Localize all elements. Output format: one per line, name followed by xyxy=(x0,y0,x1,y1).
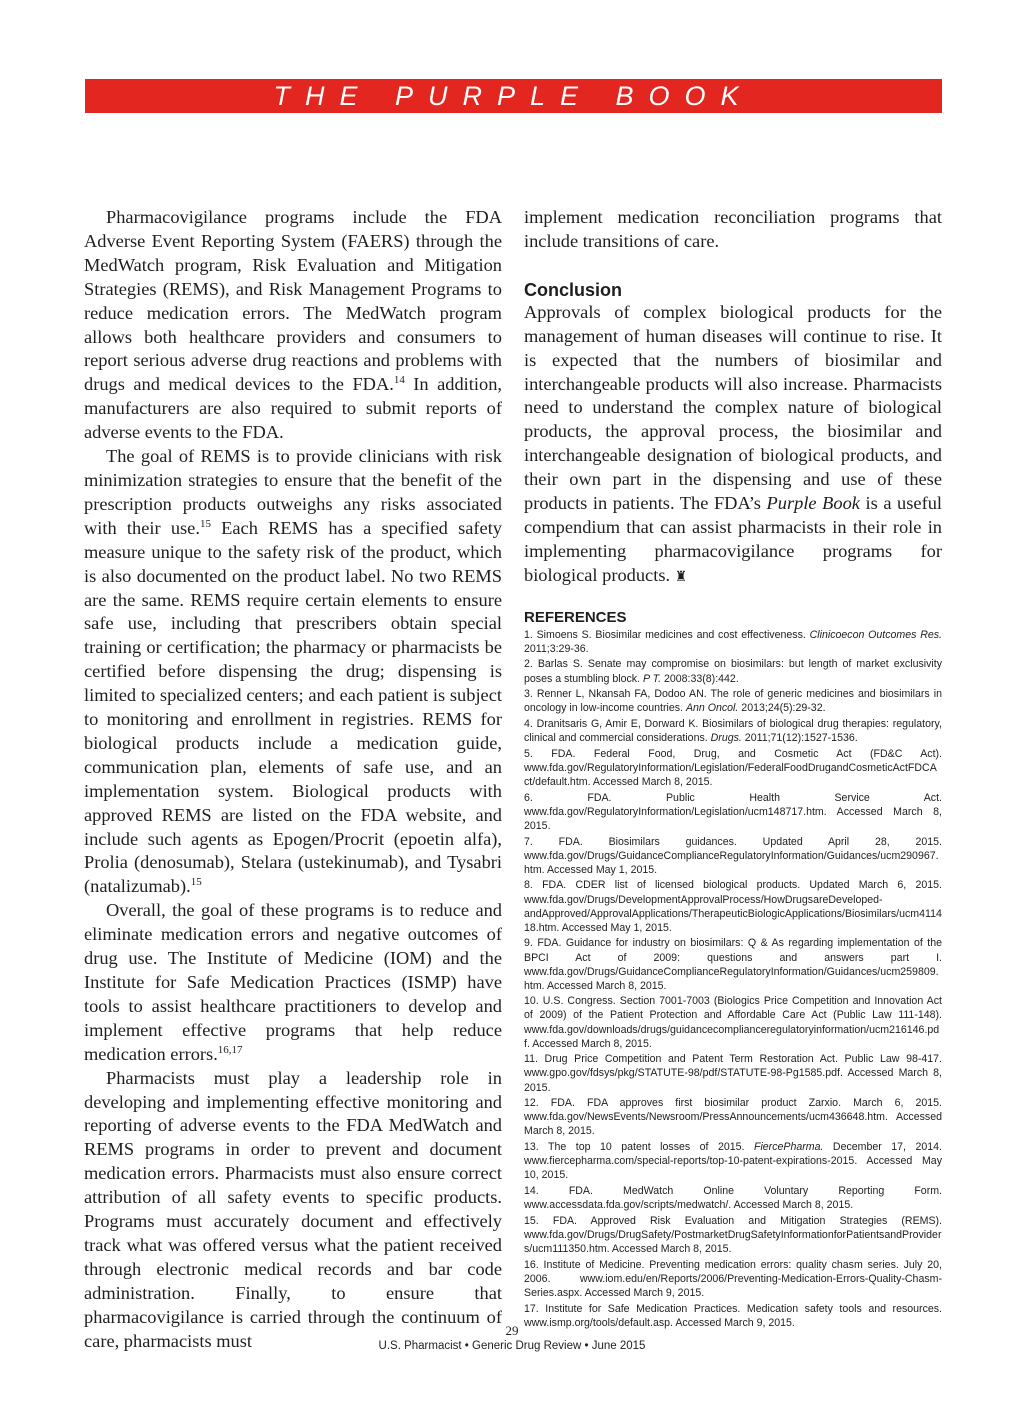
reference-item: 11. Drug Price Competition and Patent Term Restoration Act. Public Law 98-417. www.gpo.gov/fdsys/pkg/STATUTE-98/pdf/STATUTE-98-Pg1585.pdf. Accessed March 8, 2015. xyxy=(524,1053,942,1094)
paragraph-overall-goal: Overall, the goal of these programs is to reduce and eliminate medication errors and negative outcomes of drug use. The Institute of Medicine (IOM) and the Institute for Safe Medication Practices (ISMP) have tools to assist healthcare practitioners to develop and implement effective programs that help reduce medication errors.$^{16,17}$ xyxy=(84,900,502,1064)
page-banner-title: THE PURPLE BOOK xyxy=(85,79,942,113)
reference-item: 5. FDA. Federal Food, Drug, and Cosmetic Act (FD&C Act). www.fda.gov/RegulatoryInformation/Legislation/FederalFoodDrugandCosmeticActFDCAct/default.htm. Accessed March 8, 2015. xyxy=(524,747,942,788)
conclusion-heading: Conclusion xyxy=(524,279,622,300)
end-of-article-icon: ♜ xyxy=(674,569,688,585)
left-text-column xyxy=(84,206,502,1354)
reference-item: 12. FDA. FDA approves first biosimilar product Zarxio. March 6, 2015. www.fda.gov/NewsEvents/Newsroom/PressAnnouncements/ucm436648.htm. Accessed March 8, 2015. xyxy=(524,1097,942,1138)
reference-item: 7. FDA. Biosimilars guidances. Updated April 28, 2015. www.fda.gov/Drugs/GuidanceComplianceRegulatoryInformation/Guidances/ucm290967.htm. Accessed May 1, 2015. xyxy=(524,835,942,876)
reference-item: 4. Dranitsaris G, Amir E, Dorward K. Biosimilars of biological drug therapies: regulatory, clinical and commercial considerations. Drugs. 2011;71(12):1527-1536. xyxy=(524,718,942,745)
reference-item: 16. Institute of Medicine. Preventing medication errors: quality chasm series. July 20, 2006. www.iom.edu/en/Reports/2006/Preventing-Medication-Errors-Quality-Chasm-Series.aspx. Accessed March 9, 2015. xyxy=(524,1258,942,1299)
reference-item: 13. The top 10 patent losses of 2015. FiercePharma. December 17, 2014. www.fiercepharma.com/special-reports/top-10-patent-expirations-2015. Accessed May 10, 2015. xyxy=(524,1141,942,1182)
reference-item: 15. FDA. Approved Risk Evaluation and Mitigation Strategies (REMS). www.fda.gov/Drugs/DrugSafety/PostmarketDrugSafetyInformationforPatientsandProviders/ucm111350.htm. Accessed March 8, 2015. xyxy=(524,1214,942,1255)
reference-item: 1. Simoens S. Biosimilar medicines and cost effectiveness. Clinicoecon Outcomes Res. 2011;3:29-36. xyxy=(524,628,942,655)
right-text-column xyxy=(524,206,942,1331)
reference-item: 10. U.S. Congress. Section 7001-7003 (Biologics Price Competition and Innovation Act of 2009) of the Patient Protection and Affordable Care Act (Public Law 111-148). www.fda.gov/downloads/drugs/guidancecomplianceregulatoryinformation/ucm216146.pdf. Accessed March 8, 2015. xyxy=(524,995,942,1050)
publication-footer: U.S. Pharmacist • Generic Drug Review • June 2015 xyxy=(378,1340,646,1352)
paragraph-conclusion: Approvals of complex biological products for the management of human diseases will continue to rise. It is expected that the numbers of biosimilar and interchangeable products will also increase. Pharmacists need to understand the complex nature of biological products, the approval process, the biosimilar and interchangeable designation of biological products, and their own part in the dispensing and use of these products in patients. The FDA’s Purple Book is a useful compendium that can assist pharmacists in their role in implementing pharmacovigilance programs for biological products. ♜ xyxy=(524,301,942,585)
paragraph-pharmacovigilance-programs: Pharmacovigilance programs include the FDA Adverse Event Reporting System (FAERS) through the MedWatch program, Risk Evaluation and Mitigation Strategies (REMS), and Risk Management Programs to reduce medication errors. The MedWatch program allows both healthcare providers and consumers to report serious adverse drug reactions and problems with drugs and medical devices to the FDA.$^{14}$ In addition, manufacturers are also required to submit reports of adverse events to the FDA. xyxy=(84,207,502,443)
reference-item: 8. FDA. CDER list of licensed biological products. Updated March 6, 2015. www.fda.gov/Drugs/DevelopmentApprovalProcess/HowDrugsareDeveloped-andApproved/ApprovalApplications/TherapeuticBiologicApplications/Biosimilars/ucm411418.htm. Accessed May 1, 2015. xyxy=(524,879,942,934)
paragraph-rems-goal: The goal of REMS is to provide clinicians with risk minimization strategies to ensure that the benefit of the prescription products outweighs any risks associated with their use.$^{15}$ Each REMS has a specified safety measure unique to the safety risk of the product, which is also documented on the product label. No two REMS are the same. REMS require certain elements to ensure safe use, including that prescribers obtain special training or certification; the pharmacy or pharmacists be certified before dispensing the drug; dispensing is limited to specialized centers; and each patient is subject to monitoring and enrollment in registries. REMS for biological products include a medication guide, communication plan, elements of safe use, and an implementation system. Biological products with approved REMS are listed on the FDA website, and include such agents as Epogen/Procrit (epoetin alfa), Prolia (denosumab), Stelara (ustekinumab), and Tysabri (natalizumab).$^{15}$ xyxy=(84,446,502,897)
references-heading: REFERENCES xyxy=(524,608,627,626)
page-number: 29 xyxy=(505,1323,519,1338)
paragraph-continuation: implement medication reconciliation programs that include transitions of care. xyxy=(524,207,942,251)
reference-item: 2. Barlas S. Senate may compromise on biosimilars: but length of market exclusivity poses a stumbling block. P T. 2008:33(8):442. xyxy=(524,658,942,685)
reference-item: 17. Institute for Safe Medication Practices. Medication safety tools and resources. www.ismp.org/tools/default.asp. Accessed March 9, 2015. xyxy=(524,1302,942,1329)
reference-item: 6. FDA. Public Health Service Act. www.fda.gov/RegulatoryInformation/Legislation/ucm148717.htm. Accessed March 8, 2015. xyxy=(524,791,942,832)
reference-item: 9. FDA. Guidance for industry on biosimilars: Q & As regarding implementation of the BPCI Act of 2009: questions and answers part I. www.fda.gov/Drugs/GuidanceComplianceRegulatoryInformation/Guidances/ucm259809.htm. Accessed March 8, 2015. xyxy=(524,937,942,992)
paragraph-pharmacist-role: Pharmacists must play a leadership role in developing and implementing effective monitoring and reporting of adverse events to the FDA MedWatch and REMS programs in order to prevent and document medication errors. Pharmacists must also ensure correct attribution of all safety events to specific products. Programs must accurately document and effectively track what was offered versus what the patient received through electronic medical records and bar code administration. Finally, to ensure that pharmacovigilance is carried through the continuum of care, pharmacists must xyxy=(84,1067,502,1351)
reference-item: 14. FDA. MedWatch Online Voluntary Reporting Form. www.accessdata.fda.gov/scripts/medwatch/. Accessed March 8, 2015. xyxy=(524,1184,942,1212)
references-list xyxy=(524,628,942,1330)
reference-item: 3. Renner L, Nkansah FA, Dodoo AN. The role of generic medicines and biosimilars in oncology in low-income countries. Ann Oncol. 2013;24(5):29-32. xyxy=(524,688,942,715)
